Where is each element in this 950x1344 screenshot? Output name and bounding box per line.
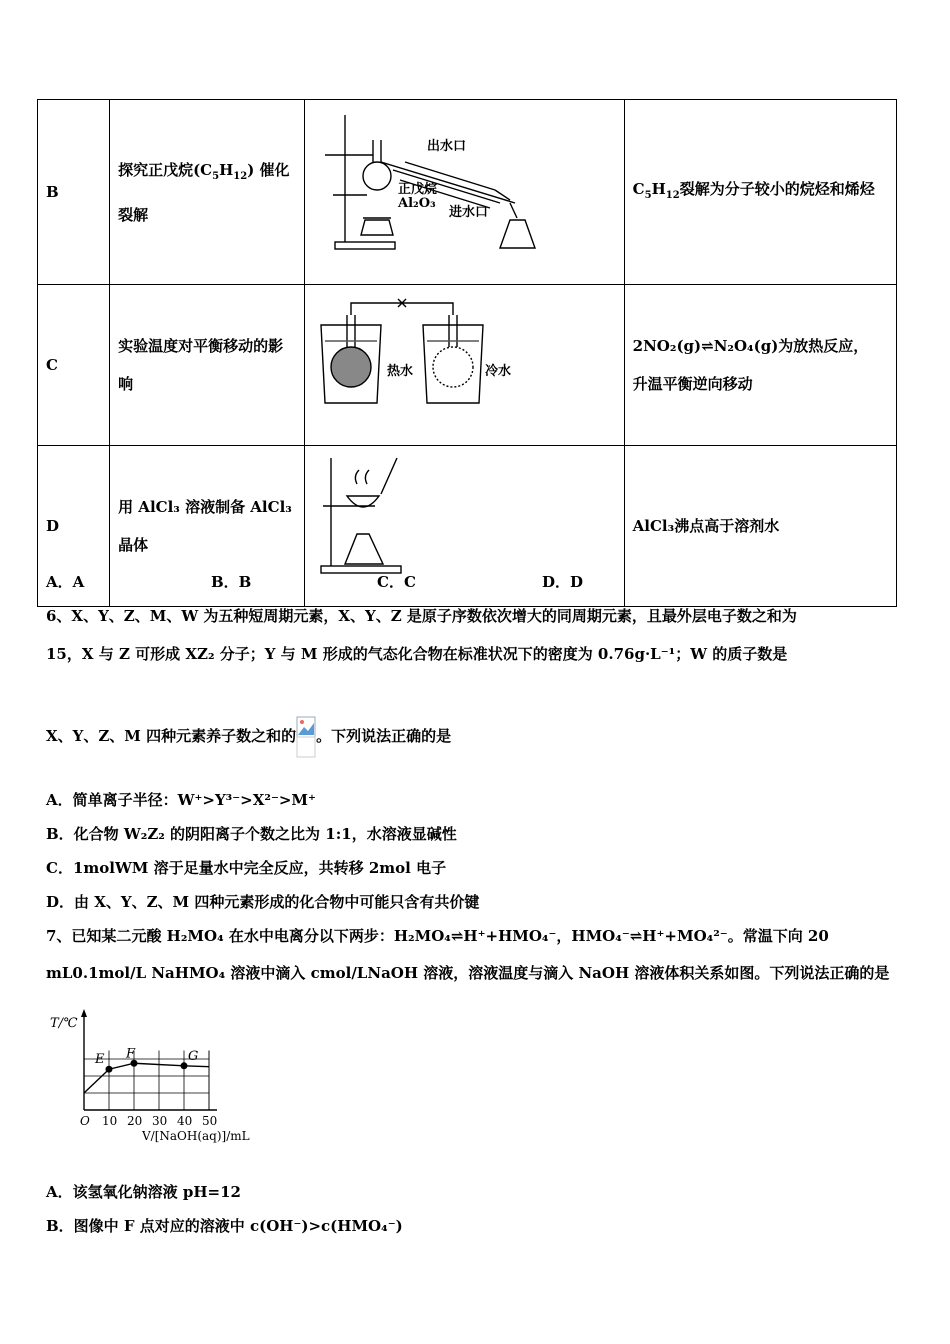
label-hot-water: 热水	[387, 364, 414, 379]
label-cold-water: 冷水	[485, 364, 512, 379]
conclusion-cell: AlCl₃沸点高于溶剂水	[624, 446, 896, 607]
label-pentane: 正戊烷	[398, 182, 438, 197]
equilibrium-flasks-image	[305, 285, 623, 431]
apparatus-image-cell	[305, 100, 624, 285]
x-axis-label: V/[NaOH(aq)]/mL	[142, 1129, 250, 1143]
option-c[interactable]: C．C	[377, 573, 416, 591]
purpose-cell: 实验温度对平衡移动的影响	[110, 285, 305, 446]
x-tick-label: 30	[152, 1114, 168, 1128]
row-label: C	[38, 285, 110, 446]
q6-option-a[interactable]: A．简单离子半径：W⁺>Y³⁻>X²⁻>M⁺	[46, 791, 316, 809]
q7-line-1: 7、已知某二元酸 H₂MO₄ 在水中电离分以下两步：H₂MO₄⇌H⁺+HMO₄⁻，HMO₄⁻⇌H⁺+MO₄²⁻。常温下向 20	[46, 927, 829, 945]
q7-option-a[interactable]: A．该氢氧化钠溶液 pH=12	[46, 1183, 241, 1201]
apparatus-image-cell	[305, 285, 624, 446]
q6-line-2: 15，X 与 Z 可形成 XZ₂ 分子；Y 与 M 形成的气态化合物在标准状况下的密度为 0.76g·L⁻¹；W 的质子数是	[46, 645, 788, 663]
q7-line-2: mL0.1mol/L NaHMO₄ 溶液中滴入 cmol/LNaOH 溶液，溶液温度与滴入 NaOH 溶液体积关系如图。下列说法正确的是	[46, 964, 890, 982]
table-row-b	[38, 100, 897, 285]
q6-option-d[interactable]: D．由 X、Y、Z、M 四种元素形成的化合物中可能只含有共价键	[46, 893, 480, 911]
q6-option-c[interactable]: C．1molWM 溶于足量水中完全反应，共转移 2mol 电子	[46, 859, 447, 877]
x-tick-label: 50	[202, 1114, 218, 1128]
distillation-apparatus-image	[305, 100, 623, 270]
row-label: B	[38, 100, 110, 285]
q6-line-3: X、Y、Z、M 四种元素养子数之和的 。下列说法正确的是	[46, 715, 451, 759]
x-tick-label: 40	[177, 1114, 193, 1128]
x-tick-label: 20	[127, 1114, 143, 1128]
point-label-g: G	[188, 1048, 199, 1064]
purpose-cell: 用 AlCl₃ 溶液制备 AlCl₃ 晶体	[110, 446, 305, 607]
row-label: D	[38, 446, 110, 607]
x-tick-label: 10	[102, 1114, 118, 1128]
broken-image-icon	[296, 715, 316, 759]
option-d[interactable]: D．D	[542, 573, 584, 591]
purpose-cell: 探究正戊烷$(C_5H_{12})$ 催化裂解	[110, 100, 305, 285]
temperature-volume-chart	[46, 1005, 276, 1145]
y-axis-label: T/℃	[50, 1016, 78, 1031]
option-b[interactable]: B．B	[211, 573, 252, 591]
series-line	[84, 1063, 209, 1093]
label-inlet: 进水口	[449, 205, 489, 220]
table-row-c	[38, 285, 897, 446]
x-tick-label: O	[80, 1114, 90, 1128]
q6-line-1: 6、X、Y、Z、M、W 为五种短周期元素，X、Y、Z 是原子序数依次增大的同周期元素，且最外层电子数之和为	[46, 607, 797, 625]
q7-option-b[interactable]: B．图像中 F 点对应的溶液中 c(OH⁻)>c(HMO₄⁻)	[46, 1217, 403, 1235]
label-catalyst: Al₂O₃	[398, 196, 437, 211]
point-label-f: F	[126, 1046, 136, 1062]
q6-option-b[interactable]: B．化合物 W₂Z₂ 的阴阳离子个数之比为 1:1，水溶液显碱性	[46, 825, 457, 843]
y-axis-arrow	[81, 1009, 87, 1017]
data-point-e	[106, 1066, 113, 1073]
conclusion-cell: 2NO₂(g)⇌N₂O₄(g)为放热反应， 升温平衡逆向移动	[624, 285, 896, 446]
label-outlet: 出水口	[427, 139, 467, 154]
table-row-d	[38, 446, 897, 607]
conclusion-cell: $C_5H_{12}$裂解为分子较小的烷烃和烯烃	[624, 100, 896, 285]
point-label-e: E	[95, 1052, 105, 1068]
experiment-table	[37, 99, 897, 607]
option-a[interactable]: A．A	[46, 573, 85, 591]
data-point-g	[181, 1062, 188, 1069]
